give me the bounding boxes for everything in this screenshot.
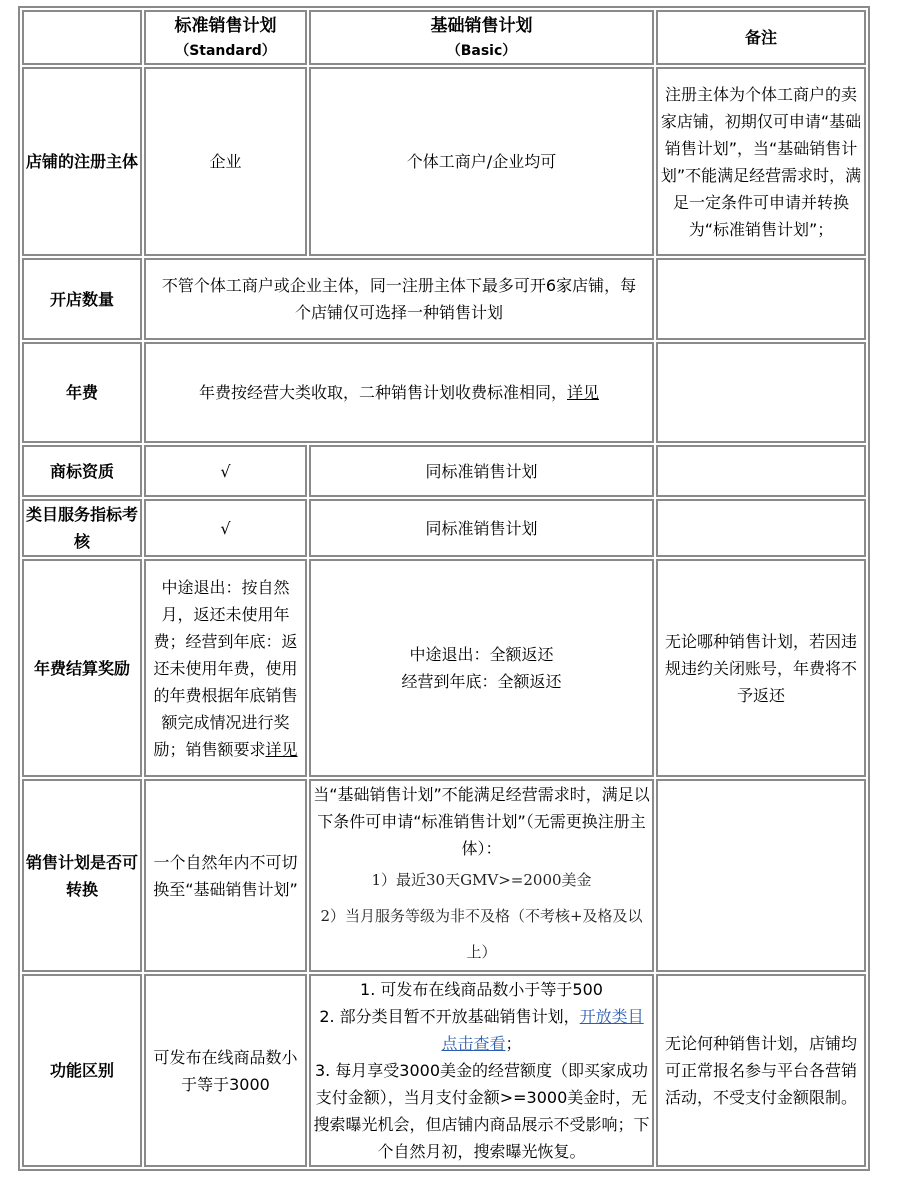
feature-item-2 bbox=[312, 1003, 651, 1057]
row-fee-settlement bbox=[22, 559, 866, 777]
open-categories-link[interactable]: 开放类目点击查看 bbox=[441, 1007, 644, 1053]
basic-cell: 个体工商户/企业均可 bbox=[309, 67, 654, 256]
basic-year-end: 经营到年底：全额返还 bbox=[401, 672, 562, 691]
header-corner-cell bbox=[22, 10, 142, 65]
row-label: 店铺的注册主体 bbox=[22, 67, 142, 256]
remark-cell bbox=[656, 499, 866, 557]
header-row bbox=[22, 10, 866, 65]
sales-requirement-details-link[interactable]: 详见 bbox=[265, 739, 298, 759]
basic-plan-title: 基础销售计划 bbox=[430, 15, 533, 36]
annual-fee-details-link[interactable]: 详见 bbox=[567, 383, 600, 402]
standard-plan-subtitle: （Standard） bbox=[175, 42, 276, 59]
row-features bbox=[22, 974, 866, 1167]
standard-cell: 可发布在线商品数小于等于3000 bbox=[144, 974, 307, 1167]
header-remark-cell: 备注 bbox=[656, 10, 866, 65]
basic-cell: 同标准销售计划 bbox=[309, 445, 654, 497]
remark-cell: 无论何种销售计划，店铺均可正常报名参与平台各营销活动，不受支付金额限制。 bbox=[656, 974, 866, 1167]
standard-cell bbox=[144, 559, 307, 777]
feature-item-2-text: 2. 部分类目暂不开放基础销售计划， bbox=[319, 1007, 580, 1026]
standard-cell: √ bbox=[144, 499, 307, 557]
standard-cell: 企业 bbox=[144, 67, 307, 256]
basic-midway-exit: 中途退出：全额返还 bbox=[409, 645, 554, 664]
header-standard-cell bbox=[144, 10, 307, 65]
feature-item-3: 3. 每月享受3000美金的经营额度（即买家成功支付金额），当月支付金额>=3000美金时，无搜索曝光机会，但店铺内商品展示不受影响；下个自然月初，搜索曝光恢复。 bbox=[313, 1061, 650, 1161]
remark-cell bbox=[656, 342, 866, 443]
row-label: 类目服务指标考核 bbox=[22, 499, 142, 557]
row-registration-entity bbox=[22, 67, 866, 256]
convert-condition-gmv: 1）最近30天GMV>=2000美金 bbox=[371, 871, 592, 889]
basic-cell bbox=[309, 559, 654, 777]
row-category-kpi bbox=[22, 499, 866, 557]
row-label: 功能区别 bbox=[22, 974, 142, 1167]
merged-plan-cell: 不管个体工商户或企业主体，同一注册主体下最多可开6家店铺，每个店铺仅可选择一种销售计划 bbox=[144, 258, 654, 340]
basic-cell: 同标准销售计划 bbox=[309, 499, 654, 557]
sales-plan-comparison-table bbox=[18, 6, 870, 1171]
remark-cell: 无论哪种销售计划，若因违规违约关闭账号，年费将不予返还 bbox=[656, 559, 866, 777]
annual-fee-text: 年费按经营大类收取，二种销售计划收费标准相同， bbox=[198, 383, 567, 402]
remark-cell bbox=[656, 258, 866, 340]
remark-cell bbox=[656, 445, 866, 497]
feature-item-2-tail: ； bbox=[505, 1034, 522, 1053]
convert-condition-service-level: 2）当月服务等级为非不及格（不考核+及格及以上） bbox=[320, 907, 643, 961]
remark-cell bbox=[656, 779, 866, 972]
remark-cell: 注册主体为个体工商户的卖家店铺，初期仅可申请“基础销售计划”，当“基础销售计划”不能满足经营需求时，满足一定条件可申请并转换为“标准销售计划”； bbox=[656, 67, 866, 256]
standard-cell: 一个自然年内不可切换至“基础销售计划” bbox=[144, 779, 307, 972]
row-store-count bbox=[22, 258, 866, 340]
convert-intro: 当“基础销售计划”不能满足经营需求时，满足以下条件可申请“标准销售计划”（无需更换注册主体）： bbox=[313, 785, 650, 858]
basic-plan-subtitle: （Basic） bbox=[446, 42, 517, 59]
standard-plan-title: 标准销售计划 bbox=[174, 15, 277, 36]
row-trademark bbox=[22, 445, 866, 497]
merged-plan-cell bbox=[144, 342, 654, 443]
row-label: 年费 bbox=[22, 342, 142, 443]
row-plan-convertible bbox=[22, 779, 866, 972]
basic-cell bbox=[309, 779, 654, 972]
header-basic-cell bbox=[309, 10, 654, 65]
basic-cell bbox=[309, 974, 654, 1167]
row-annual-fee bbox=[22, 342, 866, 443]
row-label: 商标资质 bbox=[22, 445, 142, 497]
row-label: 销售计划是否可转换 bbox=[22, 779, 142, 972]
standard-cell: √ bbox=[144, 445, 307, 497]
row-label: 开店数量 bbox=[22, 258, 142, 340]
fee-settlement-standard-text: 中途退出：按自然月，返还未使用年费；经营到年底：返还未使用年费，使用的年费根据年底销售额完成情况进行奖励；销售额要求 bbox=[153, 577, 298, 759]
row-label: 年费结算奖励 bbox=[22, 559, 142, 777]
feature-item-1: 1. 可发布在线商品数小于等于500 bbox=[360, 980, 603, 999]
